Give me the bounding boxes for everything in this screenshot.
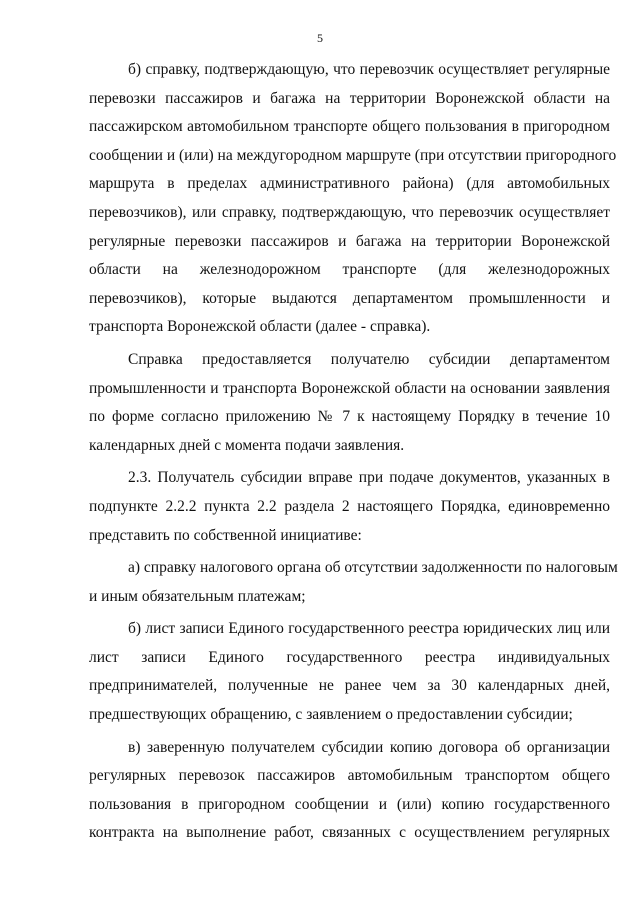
paragraph xyxy=(89,464,610,550)
text-line: а) справку налогового органа об отсутствии задолженности по налоговым xyxy=(128,559,618,577)
paragraph xyxy=(89,554,618,611)
text-line: лист записи Единого государственного реестра индивидуальных xyxy=(89,648,610,666)
text-line: сообщении и (или) на междугородном маршруте (при отсутствии пригородного xyxy=(89,146,617,164)
text-line: по форме согласно приложению № 7 к настоящему Порядку в течение 10 xyxy=(89,408,610,426)
text-line: перевозки пассажиров и багажа на территории Воронежской области на xyxy=(89,89,610,107)
text-line: перевозчиков), или справку, подтверждающую, что перевозчик осуществляет xyxy=(89,203,610,221)
text-line: пассажирском автомобильном транспорте общего пользования в пригородном xyxy=(89,118,610,136)
text-line: перевозчиков), которые выдаются департаментом промышленности и xyxy=(89,289,610,307)
text-line: предшествующих обращению, с заявлением о предоставлении субсидии; xyxy=(89,706,573,724)
text-line: регулярных перевозок пассажиров автомобильным транспортом общего xyxy=(89,767,610,785)
paragraph xyxy=(89,346,610,460)
text-line: б) лист записи Единого государственного реестра юридических лиц или xyxy=(128,620,610,638)
page-number: 5 xyxy=(317,31,323,45)
text-line: маршрута в пределах административного района) (для автомобильных xyxy=(89,175,610,193)
text-line: области на железнодорожном транспорте (для железнодорожных xyxy=(89,261,610,279)
text-line: пользования в пригородном сообщении и (или) копию государственного xyxy=(89,795,610,813)
text-line: и иным обязательным платежам; xyxy=(89,587,306,605)
paragraph xyxy=(89,615,610,729)
text-line: календарных дней с момента подачи заявления. xyxy=(89,436,405,454)
text-line: Справка предоставляется получателю субсидии департаментом xyxy=(128,350,610,368)
text-line: б) справку, подтверждающую, что перевозчик осуществляет регулярные xyxy=(128,61,610,78)
text-line: контракта на выполнение работ, связанных с осуществлением регулярных xyxy=(89,824,610,842)
text-line: представить по собственной инициативе: xyxy=(89,526,362,544)
document-body xyxy=(89,56,618,848)
paragraph xyxy=(89,734,610,848)
text-line: 2.3. Получатель субсидии вправе при подаче документов, указанных в xyxy=(128,469,610,487)
text-line: транспорта Воронежской области (далее - справка). xyxy=(89,318,431,336)
text-line: подпункте 2.2.2 пункта 2.2 раздела 2 настоящего Порядка, единовременно xyxy=(89,497,610,515)
text-line: предпринимателей, полученные не ранее чем за 30 календарных дней, xyxy=(89,677,610,695)
text-line: регулярные перевозки пассажиров и багажа на территории Воронежской xyxy=(89,232,610,250)
text-line: в) заверенную получателем субсидии копию договора об организации xyxy=(128,738,610,756)
paragraph xyxy=(89,56,617,342)
text-line: промышленности и транспорта Воронежской области на основании заявления xyxy=(89,379,610,397)
